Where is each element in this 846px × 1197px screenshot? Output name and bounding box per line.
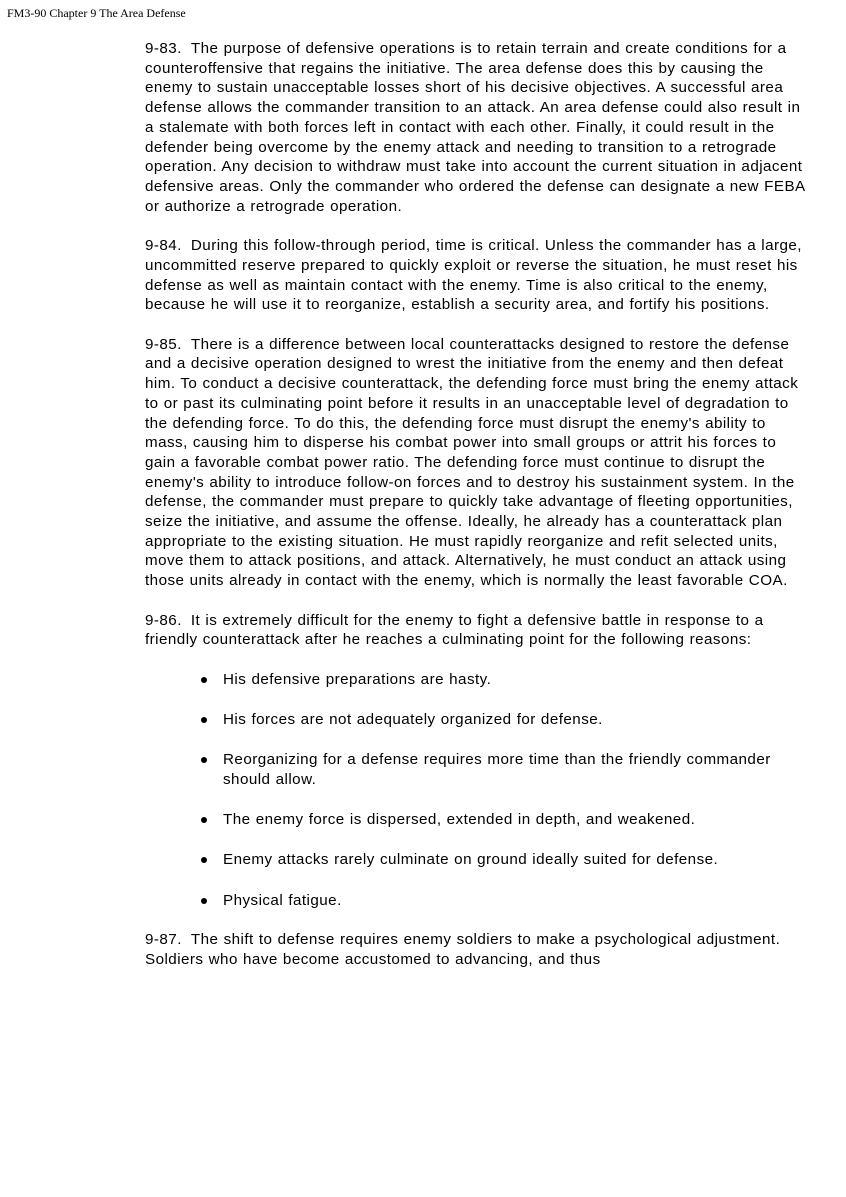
list-item [145,891,810,911]
paragraph-9-86 [145,611,810,650]
running-header: FM3-90 Chapter 9 The Area Defense [7,6,186,20]
list-item-text: His defensive preparations are hasty. [223,670,492,688]
bullet-icon [201,677,207,683]
list-item-text: His forces are not adequately organized for defense. [223,711,603,729]
paragraph-number: 9-86. [145,611,182,629]
paragraph-9-84 [145,236,810,315]
list-item-text: Enemy attacks rarely culminate on ground ideally suited for defense. [223,851,719,869]
bullet-icon [201,817,207,823]
paragraph-text: There is a difference between local counterattacks designed to restore the defense and a decisive operation designed to wrest the initiative from the enemy and then defeat him. To conduct a decisive counterattack, the defending force must bring the enemy attack to or past its culminating point before it results in an unacceptable level of degradation to the defending force. To do this, the defending force must disrupt the enemy's ability to mass, causing him to disperse his combat power into small groups or attrit his forces to gain a favorable combat power ratio. The defending force must continue to disrupt the enemy's ability to introduce follow-on forces and to destroy his sustainment system. In the defense, the commander must prepare to quickly take advantage of fleeting opportunities, seize the initiative, and assume the offense. Ideally, he already has a counterattack plan appropriate to the existing situation. He must rapidly reorganize and refit selected units, move them to attack positions, and attack. Alternatively, he must conduct an attack using those units already in contact with the enemy, which is normally the least favorable COA. [145,335,799,590]
paragraph-text: The shift to defense requires enemy soldiers to make a psychological adjustment. Soldiers who have become accustomed to advancing, and thus [145,931,781,968]
list-item-text: The enemy force is dispersed, extended in depth, and weakened. [223,811,696,829]
paragraph-number: 9-87. [145,931,182,949]
paragraph-text: It is extremely difficult for the enemy to fight a defensive battle in response to a friendly counterattack after he reaches a culminating point for the following reasons: [145,611,764,649]
bullet-icon [201,857,207,863]
list-item-text: Physical fatigue. [223,891,342,909]
paragraph-text: During this follow-through period, time is critical. Unless the commander has a large, uncommitted reserve prepared to quickly exploit or reverse the situation, he must reset his defense as well as maintain contact with the enemy. Time is also critical to the enemy, because he will use it to reorganize, establish a security area, and fortify his positions. [145,237,802,314]
list-item [145,670,810,690]
reasons-bullet-list [145,670,810,910]
paragraph-text: The purpose of defensive operations is to retain terrain and create conditions for a counteroffensive that regains the initiative. The area defense does this by causing the enemy to sustain unacceptable losses short of his decisive objectives. A successful area defense allows the commander transition to an attack. An area defense could also result in a stalemate with both forces left in contact with each other. Finally, it could result in the defender being overcome by the enemy attack and needing to transition to a retrograde operation. Any decision to withdraw must take into account the current situation in adjacent defensive areas. Only the commander who ordered the defense can designate a new FEBA or authorize a retrograde operation. [145,40,805,215]
paragraph-number: 9-83. [145,40,182,57]
paragraph-number: 9-85. [145,335,182,353]
bullet-icon [201,717,207,723]
document-body [145,39,810,989]
paragraph-number: 9-84. [145,237,182,255]
list-item-text: Reorganizing for a defense requires more time than the friendly commander should allow. [223,751,771,788]
list-item [145,710,810,730]
paragraph-9-87 [145,930,810,969]
paragraph-9-83 [145,39,810,216]
bullet-icon [201,898,207,904]
list-item [145,750,810,789]
paragraph-9-85 [145,335,810,591]
list-item [145,850,810,870]
bullet-icon [201,757,207,763]
list-item [145,810,810,830]
